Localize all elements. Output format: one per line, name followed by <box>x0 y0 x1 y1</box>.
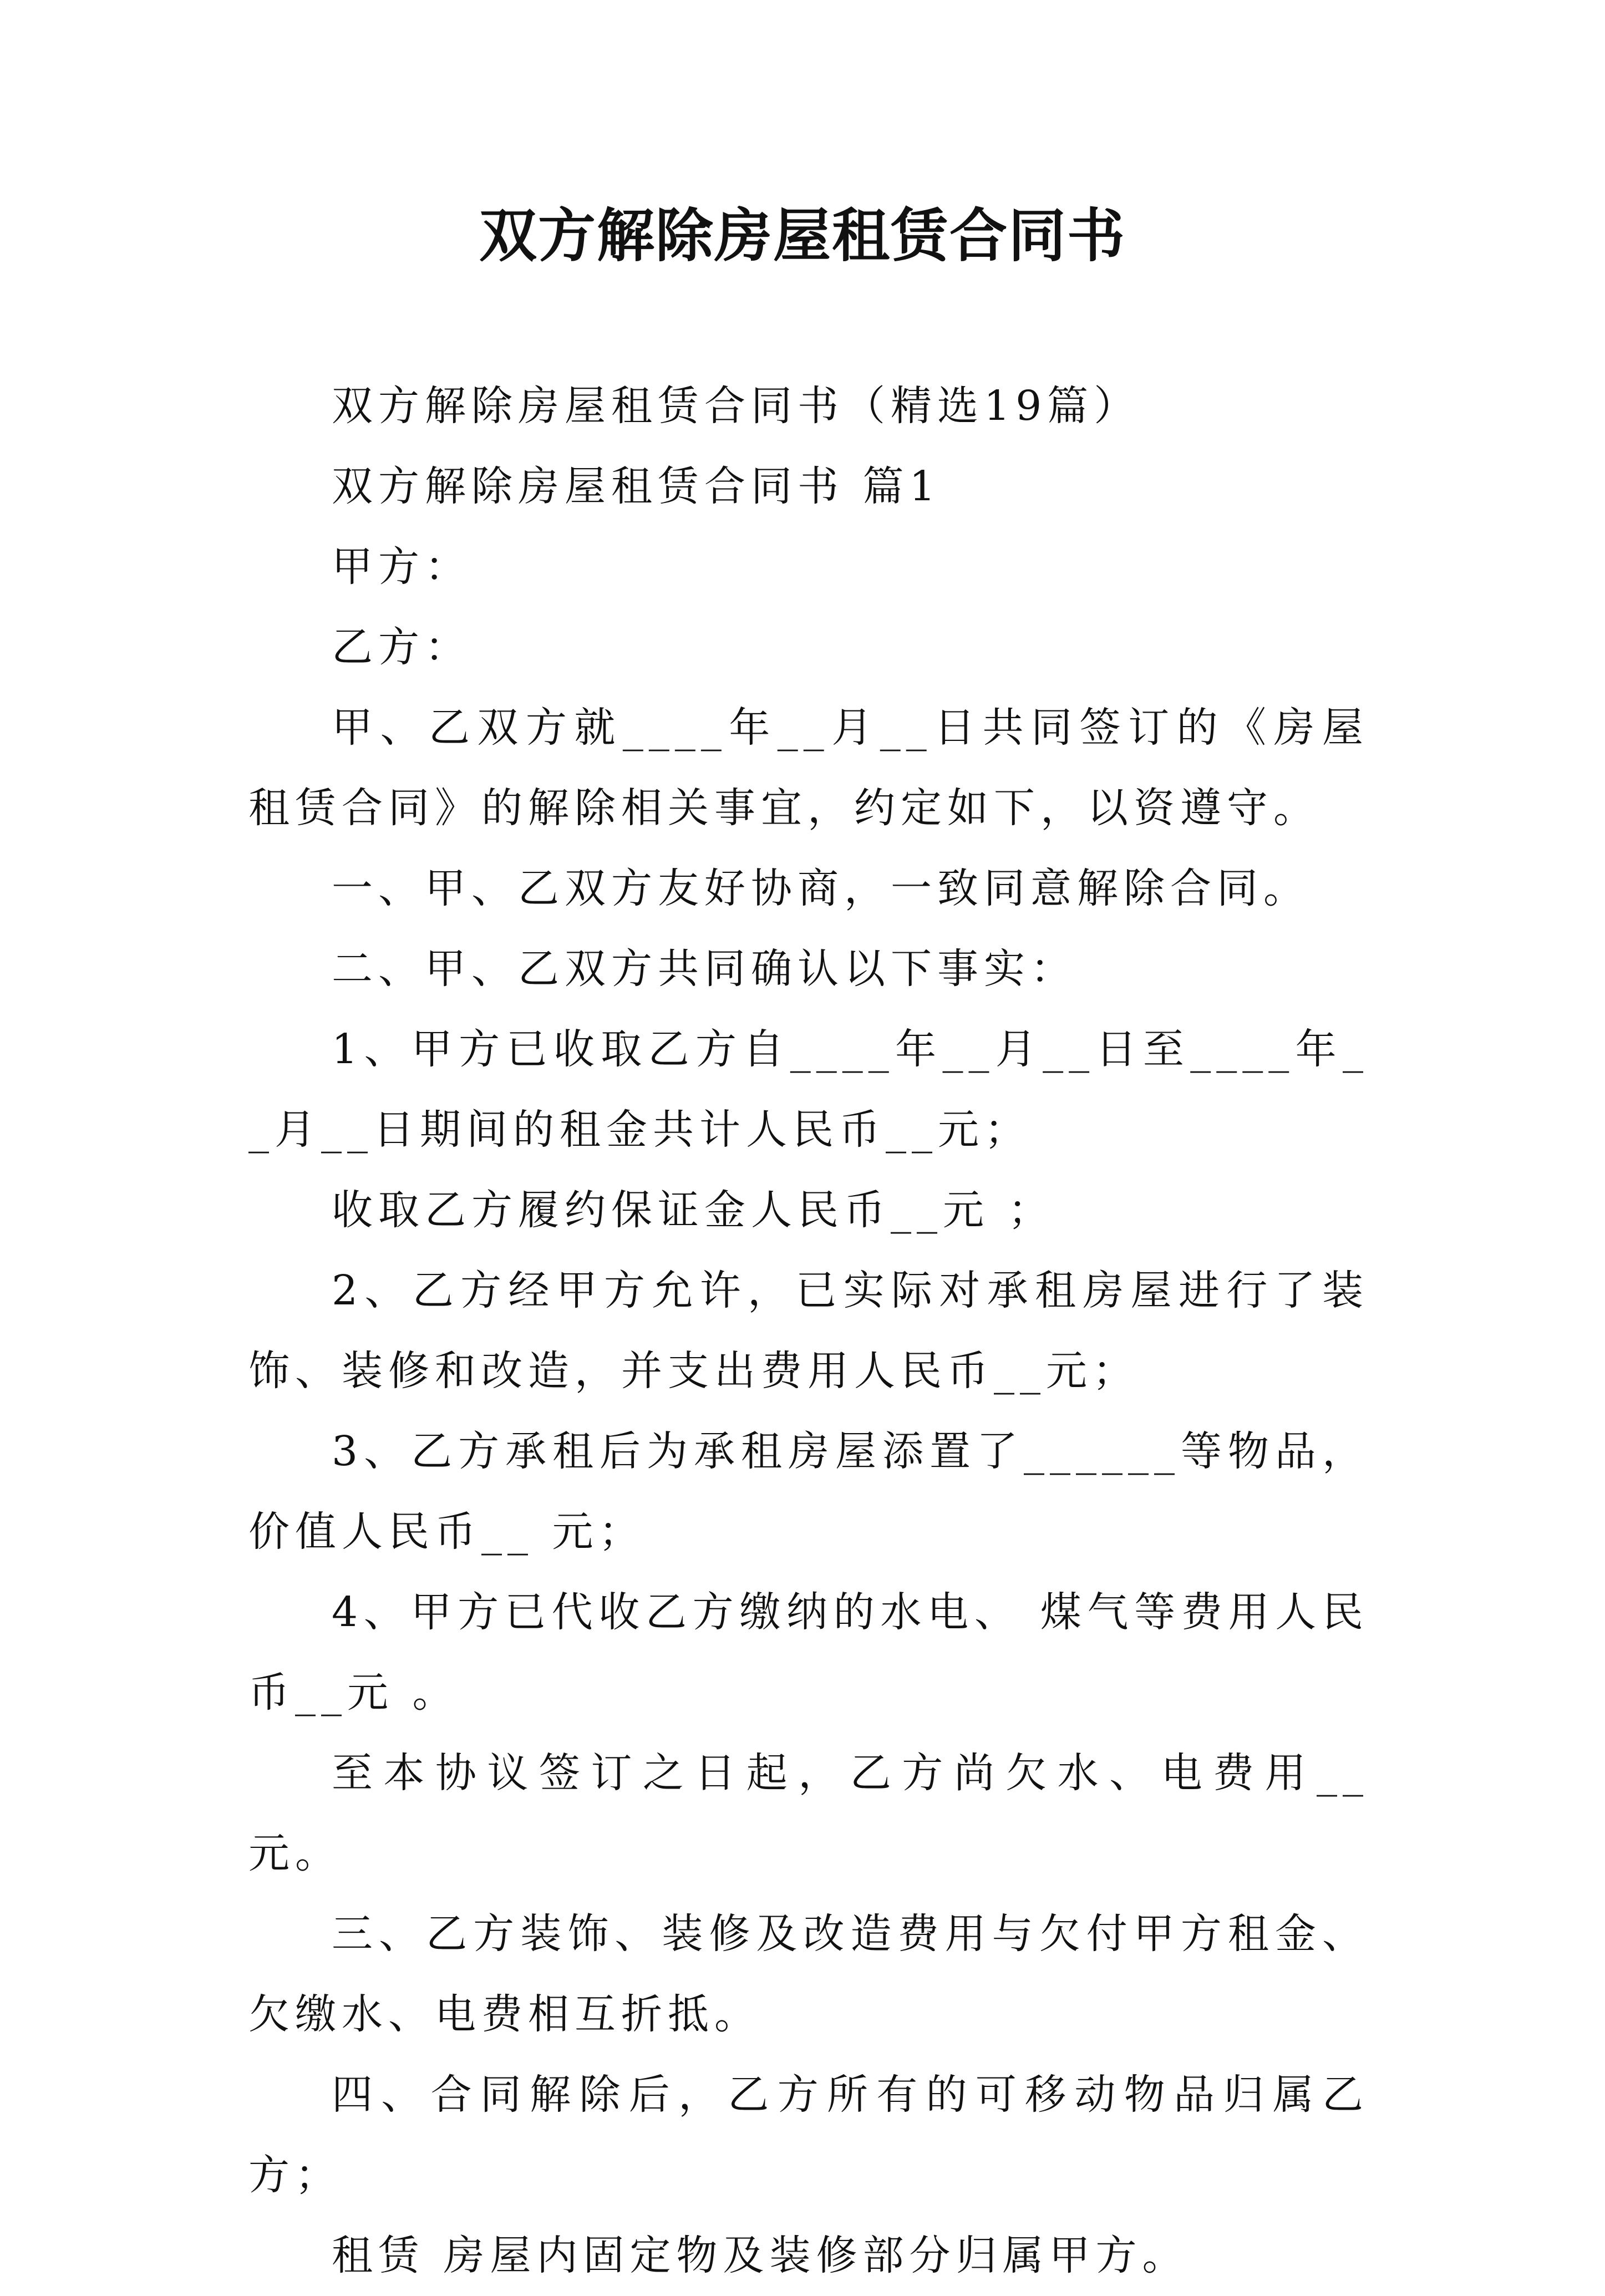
paragraph-clause-2: 二、甲、乙双方共同确认以下事实： <box>332 945 1077 993</box>
paragraph-arrears: 至本协议签订之日起，乙方尚欠水、电费用__ 元。 <box>248 1749 1369 1877</box>
paragraph-deposit: 收取乙方履约保证金人民币__元 ； <box>332 1186 1055 1234</box>
paragraph-subtitle: 双方解除房屋租赁合同书（精选19篇） <box>332 382 1141 430</box>
paragraph-clause-3: 三、乙方装饰、装修及改造费用与欠付甲方租金、欠缴水、电费相互折抵。 <box>248 1910 1369 2038</box>
paragraph-fact-3: 3、乙方承租后为承租房屋添置了______等物品，价值人民币__ 元； <box>248 1428 1369 1556</box>
paragraph-intro: 甲、乙双方就____年__月__日共同签订的《房屋租赁合同》的解除相关事宜，约定如下，以资遵守。 <box>248 704 1369 832</box>
document-title: 双方解除房屋租赁合同书 <box>479 201 1126 270</box>
paragraph-party-a: 甲方： <box>332 543 471 591</box>
paragraph-fact-2: 2、乙方经甲方允许，已实际对承租房屋进行了装饰、装修和改造，并支出费用人民币__元； <box>248 1267 1369 1395</box>
paragraph-fixtures: 租赁 房屋内固定物及装修部分归属甲方。 <box>332 2232 1189 2279</box>
paragraph-section-heading: 双方解除房屋租赁合同书 篇1 <box>332 463 941 510</box>
paragraph-party-b: 乙方： <box>332 623 471 671</box>
document-body <box>248 366 1369 2296</box>
paragraph-fact-4: 4、甲方已代收乙方缴纳的水电、 煤气等费用人民币__元 。 <box>248 1588 1369 1716</box>
paragraph-fact-1: 1、甲方已收取乙方自____年__月__日至____年__月__日期间的租金共计人民币__元； <box>248 1025 1369 1154</box>
paragraph-clause-1: 一、甲、乙双方友好协商，一致同意解除合同。 <box>332 865 1310 912</box>
paragraph-clause-4: 四、合同解除后，乙方所有的可移动物品归属乙方； <box>248 2071 1369 2199</box>
